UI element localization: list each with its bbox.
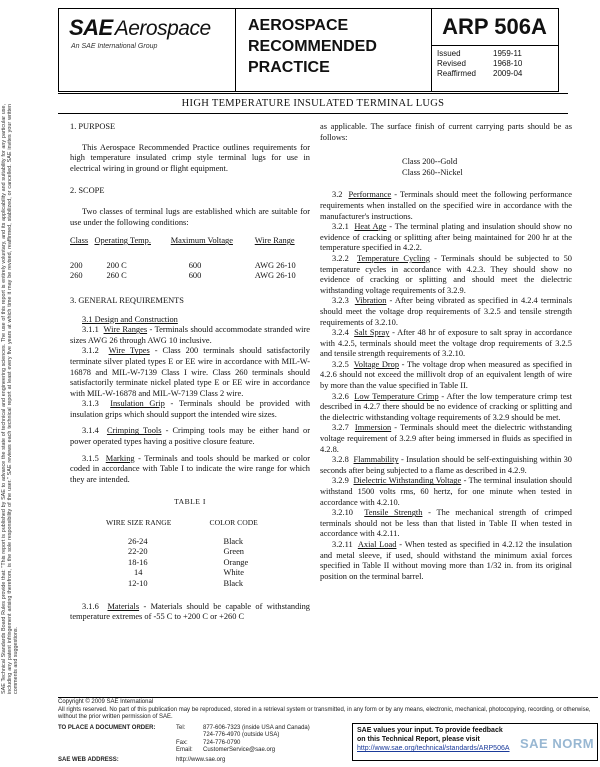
para-3-2-11: 3.2.11 Axial Load - When tested as specified in 4.2.12 the insulation and metal sleeve, if used, should withstand the minimum axial forces specified in Table II without moving more than 1/32 in. from its original position on the terminal barrel. [320, 539, 572, 581]
footer-rule [58, 697, 598, 698]
para-3-2-10: 3.2.10 Tensile Strength - The mechanical strength of crimped terminals should not be less than that listed in Table II when tested in accordance with 4.2.11. [320, 508, 572, 539]
feedback-link[interactable]: http://www.sae.org/technical/standards/ARP506A [357, 745, 510, 752]
para-3-2-7: 3.2.7 Immersion - Terminals should meet the dielectric withstanding voltage requirement of 3.2.9 after being immersed in fluids as specified in 4.2.8. [320, 423, 572, 454]
para-3-2-5: 3.2.5 Voltage Drop - The voltage drop when measured as specified in 4.2.6 should not exceed the millivolt drop of an equivalent length of wire by more than the value specified in Table II. [320, 359, 572, 391]
table-row: 260 260 C 600 AWG 26-10 [70, 271, 296, 281]
para-3-1-4: 3.1.4 Crimping Tools - Crimping tools may be either hand or power operated types having a positive closure feature. [70, 426, 311, 447]
left-column [70, 122, 310, 623]
table1 [106, 518, 286, 590]
table1-header: WIRE SIZE RANGE COLOR CODE [106, 518, 258, 528]
para-3-2-9: 3.2.9 Dielectric Withstanding Voltage - The terminal insulation should withstand 1500 volts rms, 60 hertz, for one minute when tested in accordance with 4.2.10. [320, 476, 572, 507]
para-3-1-1: 3.1.1 Wire Ranges - Terminals should accommodate stranded wire sizes AWG 26 through AWG 10 inclusive. [70, 325, 310, 345]
sae-logo: SAEAerospace [69, 15, 211, 40]
rights-notice: All rights reserved. No part of this publication may be reproduced, stored in a retrieval system or transmitted, in any form or by any means, electronic, mechanical, photocopying, recording, or otherwise, without the prior written permission of SAE. [58, 707, 591, 721]
table-row: 200 200 C 600 AWG 26-10 [70, 260, 296, 270]
phone-outside-usa: 724-776-4970 (outside USA) [203, 732, 280, 739]
para-3-2-4: 3.2.4 Salt Spray - After 48 hr of exposure to salt spray in accordance with 4.2.5, terminals should meet the voltage drop requirements of 3.2.5 and tensile strength requirements of 3.2.10. [320, 328, 573, 359]
copyright: Copyright © 2009 SAE International [58, 699, 154, 705]
doc-number-box [431, 8, 559, 92]
materials-continuation: as applicable. The surface finish of current carrying parts should be as follows: [320, 122, 572, 142]
fax-number: 724-776-0790 [203, 739, 241, 746]
section-scope-text: Two classes of terminal lugs are established which are suitable for use under the following conditions: [70, 206, 310, 227]
order-label: TO PLACE A DOCUMENT ORDER: [58, 725, 156, 731]
logo-box [58, 8, 236, 92]
para-3-2-6: 3.2.6 Low Temperature Crimp - After the low temperature crimp test described in 4.2.7 there should be no evidence of cracking or splitting and the dielectric withstanding voltage requirements of 3.2.9 should be met. [320, 391, 572, 422]
order-contacts-labels: Tel: Fax: Email: [176, 725, 193, 754]
para-3-2-3: 3.2.3 Vibration - After being vibrated as specified in 4.2.4 terminals should meet the voltage drop requirements of 3.2.5 and tensile strength requirements of 3.2.10. [320, 296, 572, 327]
table-row: 26-24 Black [128, 536, 244, 546]
para-3-2-2: 3.2.2 Temperature Cycling - Terminals should be subjected to 50 temperature cycles in accordance with 4.2.3. They should show no evidence of cracking or splitting and should meet the dielectric withstanding voltage requirements of 3.2.9. [320, 253, 572, 295]
para-3-1-3: 3.1.3 Insulation Grip - Terminals should be provided with insulation grips which should support the intended wire sizes. [70, 399, 311, 419]
class-table [70, 236, 310, 282]
doc-number: ARP 506A [431, 9, 558, 46]
web-label: SAE WEB ADDRESS: [58, 757, 119, 763]
order-contacts [203, 725, 348, 755]
para-3-1-5: 3.1.5 Marking - Terminals and tools should be marked or color coded in accordance with Table I to indicate the wire range for which they are intended. [70, 453, 310, 484]
logo-tagline: An SAE International Group [71, 43, 158, 50]
para-3-2-8: 3.2.8 Flammability - Insulation should be self-extinguishing within 30 seconds after being subjected to a flame as described in 4.2.9. [320, 455, 572, 475]
section-scope-heading: 2. SCOPE [70, 186, 105, 196]
table-row: 18-16 Orange [128, 557, 249, 567]
document-title: HIGH TEMPERATURE INSULATED TERMINAL LUGS [181, 98, 445, 109]
section-purpose-heading: 1. PURPOSE [70, 122, 116, 131]
title-rule [58, 113, 568, 114]
table-row: 12-10 Black [128, 579, 244, 588]
finish-class-260: Class 260--Nickel [402, 167, 463, 177]
para-3-2-1: 3.2.1 Heat Age - The terminal plating and insulation should show no evidence of cracking or splitting after being maintained for 200 hr at the temperature specified in 4.2.2. [320, 222, 573, 253]
section-design-heading: 3.1 Design and Construction [82, 314, 178, 324]
feedback-box: SAE values your input. To provide feedback on this Technical Report, please visit http://www.sae.org/technical/standards/ARP506A [352, 723, 598, 761]
table-row: 14 White [134, 568, 244, 578]
watermark: SAE NORM [520, 736, 595, 751]
table-row: 22-20 Green [128, 547, 244, 557]
section-purpose-text: This Aerospace Recommended Practice outlines requirements for high temperature insulated crimp style terminal lugs for use in electrical wiring in ground or flight equipment. [70, 142, 310, 173]
phone-inside-usa: 877-606-7323 (inside USA and Canada) [203, 725, 310, 731]
class-table-header: Class Operating Temp. Maximum Voltage Wire Range [70, 236, 295, 246]
header-rule [58, 93, 568, 94]
doc-dates: Issued 1959-11 Revised 1968-10 Reaffirmed 2009-04 [437, 49, 523, 78]
doc-type-box [234, 8, 432, 92]
para-3-1-6: 3.1.6 Materials - Materials should be capable of withstanding temperature extremes of -55 C to +200 C or +260 C [70, 601, 310, 622]
table1-title: TABLE I [174, 497, 206, 507]
right-column [320, 122, 572, 582]
para-3-2: 3.2 Performance - Terminals should meet the following performance requirements when installed on the specified wire in accordance with the manufacturer's instructions. [320, 190, 572, 221]
document-header [58, 8, 568, 90]
section-general-heading: 3. GENERAL REQUIREMENTS [70, 295, 184, 305]
finish-class-200: Class 200--Gold [402, 157, 458, 167]
sae-disclaimer: SAE Technical Standards Board Rules provide that: "This report is published by SAE to advance the state of technical and engineering sciences. The use of this report is entirely voluntary, and its applicability and suitability for any particular use, including any patent infringement arising therefrom, is the sole responsibility of the user." SAE reviews each technical report at least every five years at which time it may be revised, reaffirmed, stabilized, or cancelled. SAE invites your written comments and suggestions. [1, 104, 20, 694]
doc-type: AEROSPACE RECOMMENDED PRACTICE [248, 17, 377, 76]
web-address[interactable]: http://www.sae.org [176, 757, 226, 763]
para-3-1-2: 3.1.2 Wire Types - Class 200 terminals should satisfactorily terminate silver plated types E or EE wire in accordance with MIL-W-16878 and MIL-W-7139 Class I wire. Class 260 terminals should satisfactorily terminate nickel plated type E or EE wire in accordance with MIL-W-16878 and MIL-W-7139 Class 2 wire. [70, 346, 310, 398]
email-link[interactable]: CustomerService@sae.org [203, 747, 276, 754]
